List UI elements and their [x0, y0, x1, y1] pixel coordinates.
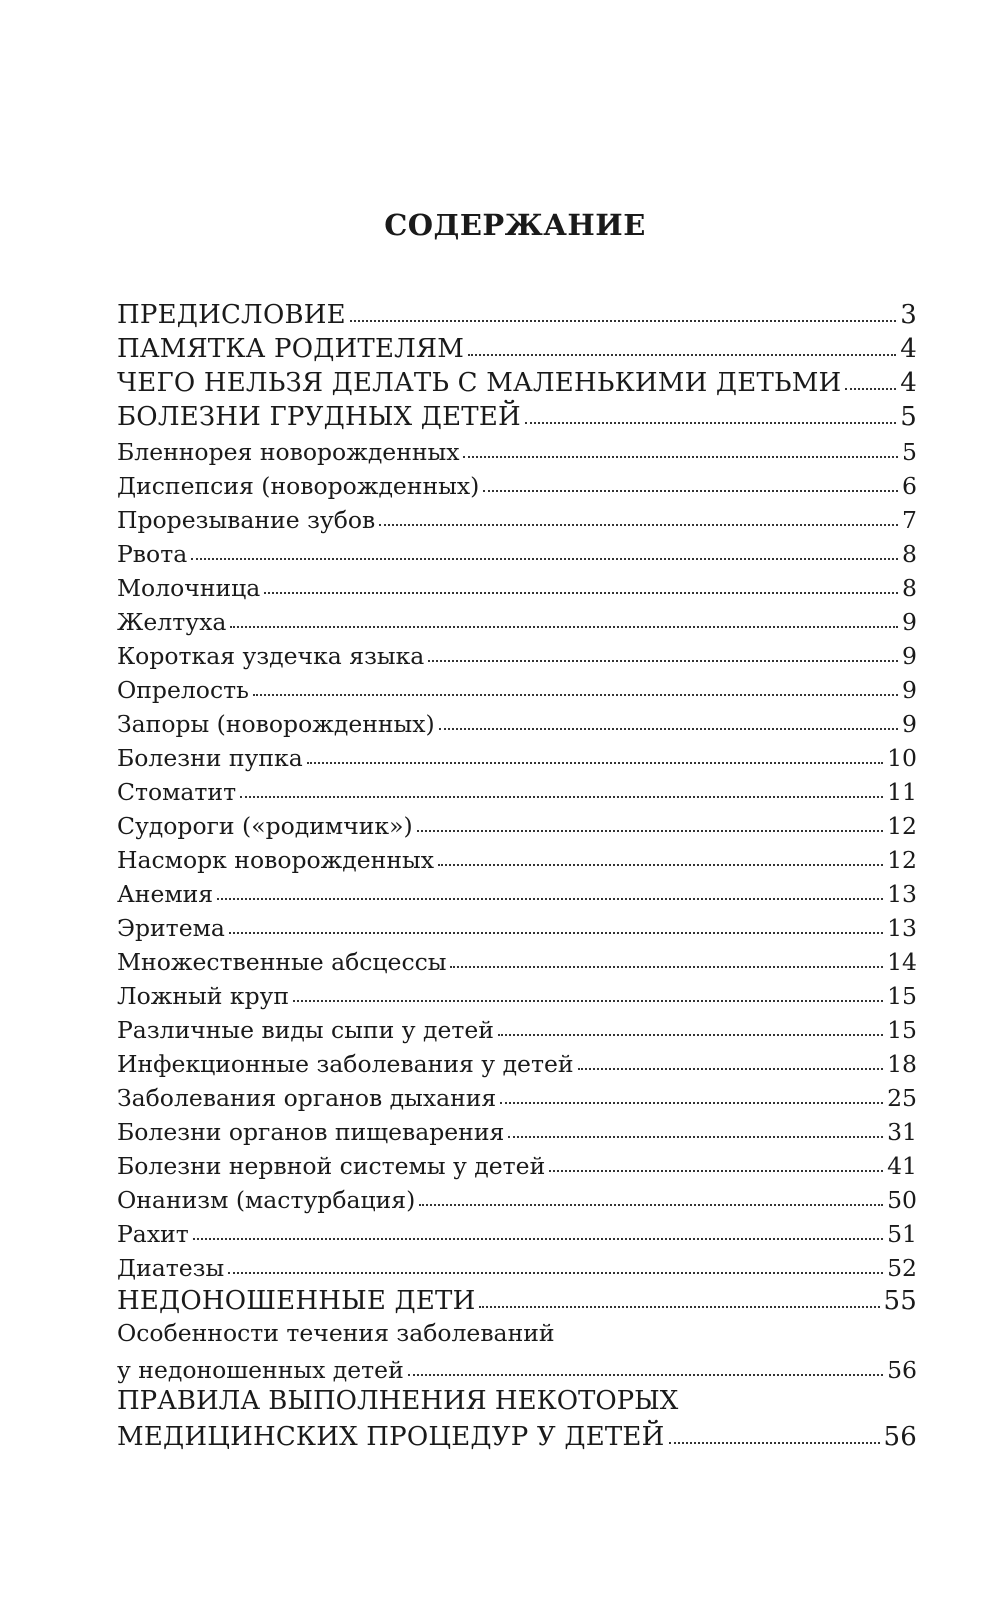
toc-entry-label: НЕДОНОШЕННЫЕ ДЕТИ: [117, 1286, 476, 1316]
toc-entry[interactable]: [117, 636, 917, 670]
toc-entry-parents-memo[interactable]: [117, 330, 917, 364]
dot-leader: [483, 490, 898, 492]
toc-entry-page: 15: [887, 1016, 917, 1044]
toc-entry[interactable]: [117, 704, 917, 738]
toc-entry-preface[interactable]: [117, 296, 917, 330]
toc-entry-label-first-line[interactable]: ПРАВИЛА ВЫПОЛНЕНИЯ НЕКОТОРЫХ: [117, 1386, 679, 1416]
dot-leader: [549, 1170, 883, 1172]
toc-entry-page: 15: [887, 982, 917, 1010]
toc-entry-page: 8: [902, 540, 917, 568]
toc-entry-label: Рахит: [117, 1220, 189, 1248]
toc-entry-label-first-line[interactable]: Особенности течения заболеваний: [117, 1319, 555, 1347]
toc-entry-label: МЕДИЦИНСКИХ ПРОЦЕДУР У ДЕТЕЙ: [117, 1422, 665, 1452]
toc-entry[interactable]: [117, 1146, 917, 1180]
dot-leader: [408, 1374, 883, 1376]
toc-entry-page: 56: [883, 1422, 917, 1452]
toc-entry-label: у недоношенных детей: [117, 1356, 404, 1384]
toc-entry-page: 55: [883, 1286, 917, 1316]
toc-entry-label: Рвота: [117, 540, 188, 568]
toc-entry-page: 5: [900, 402, 917, 432]
dot-leader: [578, 1068, 884, 1070]
toc-entry-page: 50: [887, 1186, 917, 1214]
toc-entry-label: Бленнорея новорожденных: [117, 438, 460, 466]
toc-entry[interactable]: [117, 1112, 917, 1146]
toc-entry[interactable]: [117, 908, 917, 942]
toc-entry[interactable]: [117, 1010, 917, 1044]
toc-entry-page: 31: [887, 1118, 917, 1146]
table-of-contents: [117, 296, 917, 1452]
dot-leader: [438, 864, 883, 866]
toc-entry-page: 18: [887, 1050, 917, 1078]
toc-entry-label: Инфекционные заболевания у детей: [117, 1050, 574, 1078]
toc-entry-label: Болезни органов пищеварения: [117, 1118, 505, 1146]
dot-leader: [669, 1442, 880, 1444]
toc-entry[interactable]: [117, 738, 917, 772]
toc-entry-page: 9: [902, 608, 917, 636]
toc-entry-premature-diseases[interactable]: [117, 1350, 917, 1384]
dot-leader: [439, 728, 898, 730]
dot-leader: [498, 1034, 883, 1036]
toc-entry-label: Диспепсия (новорожденных): [117, 472, 480, 500]
toc-entry[interactable]: [117, 534, 917, 568]
toc-entry[interactable]: [117, 840, 917, 874]
toc-entry-label: ПАМЯТКА РОДИТЕЛЯМ: [117, 334, 465, 364]
toc-entry-page: 9: [902, 710, 917, 738]
dot-leader: [479, 1306, 879, 1308]
toc-entry-label: Запоры (новорожденных): [117, 710, 435, 738]
dot-leader: [253, 694, 898, 696]
dot-leader: [419, 1204, 883, 1206]
dot-leader: [307, 762, 883, 764]
toc-entry-label: Судороги («родимчик»): [117, 812, 413, 840]
toc-entry-page: 4: [900, 368, 917, 398]
toc-entry-page: 12: [887, 846, 917, 874]
toc-entry-procedures[interactable]: [117, 1418, 917, 1452]
toc-entry[interactable]: [117, 432, 917, 466]
dot-leader: [417, 830, 883, 832]
dot-leader: [500, 1102, 883, 1104]
dot-leader: [193, 1238, 883, 1240]
toc-entry[interactable]: [117, 1044, 917, 1078]
toc-entry-page: 13: [887, 914, 917, 942]
dot-leader: [463, 456, 898, 458]
dot-leader: [379, 524, 898, 526]
toc-entry-page: 5: [902, 438, 917, 466]
toc-entry-page: 10: [887, 744, 917, 772]
toc-entry-label: Множественные абсцессы: [117, 948, 447, 976]
toc-entry-page: 25: [887, 1084, 917, 1112]
toc-entry[interactable]: [117, 670, 917, 704]
toc-entry-label: Эритема: [117, 914, 225, 942]
page-title: СОДЕРЖАНИЕ: [384, 208, 646, 242]
toc-entry-page: 9: [902, 642, 917, 670]
dot-leader: [428, 660, 898, 662]
toc-entry-label: Различные виды сыпи у детей: [117, 1016, 494, 1044]
toc-entry[interactable]: [117, 1214, 917, 1248]
toc-entry-page: 51: [887, 1220, 917, 1248]
toc-entry-label: Стоматит: [117, 778, 237, 806]
toc-entry-label: Болезни пупка: [117, 744, 303, 772]
toc-entry-donts[interactable]: [117, 364, 917, 398]
dot-leader: [240, 796, 883, 798]
toc-entry-page: 12: [887, 812, 917, 840]
toc-entry-label: Ложный круп: [117, 982, 290, 1010]
toc-entry-label: Анемия: [117, 880, 214, 908]
toc-entry-label: Короткая уздечка языка: [117, 642, 425, 670]
toc-entry[interactable]: [117, 568, 917, 602]
toc-entry[interactable]: [117, 772, 917, 806]
dot-leader: [230, 626, 898, 628]
toc-entry[interactable]: [117, 874, 917, 908]
dot-leader: [845, 388, 896, 390]
toc-entry-page: 52: [887, 1254, 917, 1282]
dot-leader: [228, 1272, 883, 1274]
toc-entry-label: Желтуха: [117, 608, 227, 636]
toc-entry-label: Насморк новорожденных: [117, 846, 434, 874]
toc-entry-page: 4: [900, 334, 917, 364]
toc-entry-label: Прорезывание зубов: [117, 506, 376, 534]
toc-entry-page: 11: [887, 778, 917, 806]
toc-entry-label: Заболевания органов дыхания: [117, 1084, 497, 1112]
dot-leader: [191, 558, 898, 560]
toc-entry[interactable]: [117, 1180, 917, 1214]
dot-leader: [293, 1000, 883, 1002]
dot-leader: [508, 1136, 883, 1138]
toc-entry-page: 13: [887, 880, 917, 908]
toc-entry-label: Болезни нервной системы у детей: [117, 1152, 546, 1180]
toc-entry[interactable]: [117, 806, 917, 840]
toc-entry-premature[interactable]: [117, 1282, 917, 1316]
dot-leader: [350, 320, 896, 322]
toc-entry[interactable]: [117, 1248, 917, 1282]
toc-entry-infant-diseases[interactable]: [117, 398, 917, 432]
toc-entry-page: 3: [900, 300, 917, 330]
toc-entry[interactable]: [117, 1078, 917, 1112]
toc-entry-label: ЧЕГО НЕЛЬЗЯ ДЕЛАТЬ С МАЛЕНЬКИМИ ДЕТЬМИ: [117, 368, 842, 398]
toc-entry-label: Опрелость: [117, 676, 249, 704]
toc-entry-page: 6: [902, 472, 917, 500]
toc-entry-page: 14: [887, 948, 917, 976]
dot-leader: [229, 932, 883, 934]
toc-entry[interactable]: [117, 602, 917, 636]
dot-leader: [217, 898, 883, 900]
toc-entry[interactable]: [117, 976, 917, 1010]
toc-entry-label: ПРЕДИСЛОВИЕ: [117, 300, 346, 330]
dot-leader: [468, 354, 896, 356]
dot-leader: [525, 422, 896, 424]
toc-entry-label: Онанизм (мастурбация): [117, 1186, 416, 1214]
toc-entry-page: 8: [902, 574, 917, 602]
toc-entry-page: 56: [887, 1356, 917, 1384]
dot-leader: [450, 966, 883, 968]
toc-entry-page: 9: [902, 676, 917, 704]
toc-entry[interactable]: [117, 466, 917, 500]
toc-entry-page: 7: [902, 506, 917, 534]
toc-entry-label: Молочница: [117, 574, 261, 602]
toc-entry-label: БОЛЕЗНИ ГРУДНЫХ ДЕТЕЙ: [117, 402, 521, 432]
dot-leader: [264, 592, 898, 594]
toc-entry-page: 41: [887, 1152, 917, 1180]
toc-entry-label: Диатезы: [117, 1254, 225, 1282]
toc-entry[interactable]: [117, 500, 917, 534]
toc-entry[interactable]: [117, 942, 917, 976]
